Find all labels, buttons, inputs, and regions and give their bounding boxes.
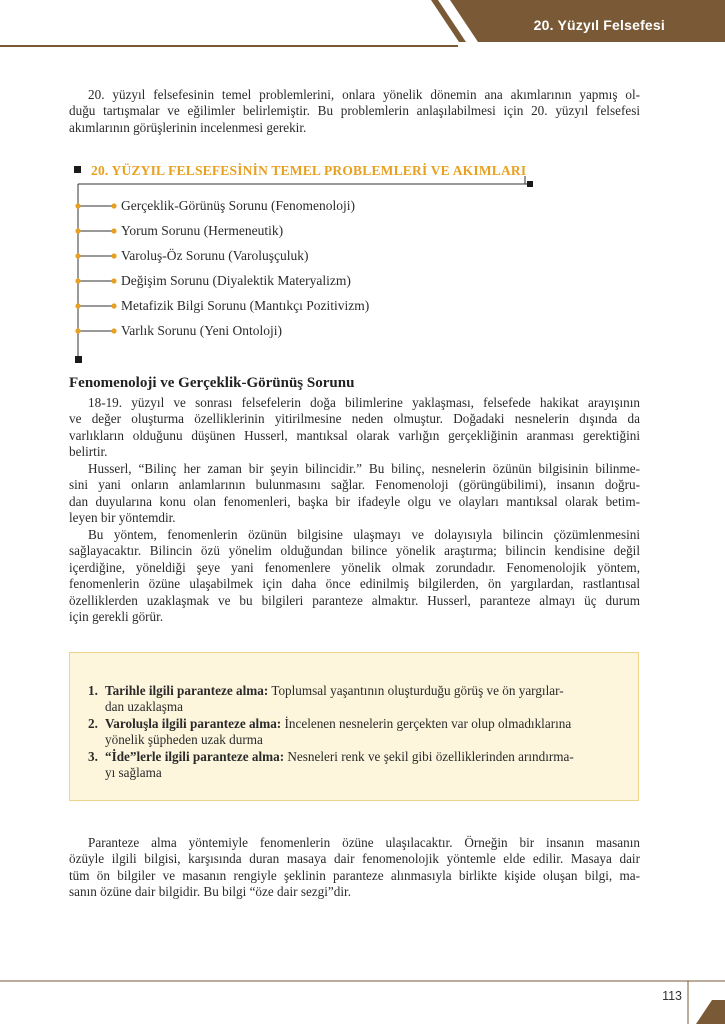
footer-decoration [0,980,725,1024]
tree-bullet-dot [111,303,116,308]
box-item-text: yı sağlama [105,765,162,781]
page-number: 113 [662,989,682,1003]
section-paragraph-3 [69,527,640,625]
paragraph-line: özüyle ilgili bilgisi, karşısında duran masaya dair fenomenolojik yöntemle elde edilir. Masaya dair [69,851,640,867]
box-item-label: Tarihle ilgili paranteze alma: [105,683,269,698]
tree-bullet-dot [75,228,80,233]
tree-bullet-dot [75,253,80,258]
paragraph-line: sanın özüne dair bilgidir. Bu bilgi “öze dair sezgi”dir. [69,884,351,900]
tree-item: Yorum Sorunu (Hermeneutik) [121,223,284,238]
paragraph-line: Paranteze alma yöntemiyle fenomenlerin özüne ulaşılacaktır. Örneğin bir insanın masanın [88,835,640,850]
box-item-number: 1. [88,683,98,698]
paragraph-line: tüm ön bilgiler ve masanın rengiyle şeklinin paranteze alınmasıyla birlikte kişide oluşan bilgi, ma- [69,867,640,883]
paragraph-line: ve değer oluşturma özelliklerinin yitirilmesine neden olmuştur. Doğadaki nesnelerin dışında da [69,411,640,427]
section-paragraph-1 [69,395,640,461]
closing-paragraph [69,835,640,901]
paragraph-line: içerdiğine, yöneldiği şeye yani fenomenlere yönelik olmak zorundadır. Fenomenolojik yöntem, [69,559,640,575]
tree-item: Varoluş-Öz Sorunu (Varoluşçuluk) [121,248,309,263]
tree-bullet-dot [75,303,80,308]
paragraph-line: sini yani onların anlamlarının bulunmasını sağlar. Fenomenoloji (görüngübilimi), insanın doğru- [69,477,640,493]
box-item-text: Nesneleri renk ve şekil gibi özelliklerinden arındırma- [287,748,574,764]
intro-line: akımlarının görüşlerinin incelenmesi gerekir. [69,119,307,135]
intro-line: duğu tartışmalar ve eğilimler belirlemiştir. Bu problemlerin anlaşılabilmesi için 20. yüzyıl felsefesi [69,103,640,119]
tree-bullet-dot [111,253,116,258]
box-item [88,749,623,782]
paragraph-line: sağlayacaktır. Bilincin özü yönelim olduğundan bilince yönelik araştırma; bilincin kendisine değil [69,543,640,559]
box-item [88,683,623,716]
tree-bullet-dot [75,203,80,208]
tree-bullet-dot [111,228,116,233]
paragraph-line: 18-19. yüzyıl ve sonrası felsefelerin doğa bilimlerine yaklaşması, felsefede hakikat arayışının [88,395,640,410]
tree-bullet-dot [111,328,116,333]
tree-diagram [0,0,725,380]
tree-item: Gerçeklik-Görünüş Sorunu (Fenomenoloji) [121,198,355,213]
paragraph-line: Husserl, “Bilinç her zaman bir şeyin bilincidir.” Bu bilinç, nesnelerin özünün bilgisinin bilinme- [88,461,640,476]
paragraph-line: özelliklerden uzaklaşmak ve bu bilgileri paranteze almaktır. Husserl, paranteze almayı üç durum [69,592,640,608]
box-item-label: “İde”lerle ilgili paranteze alma: [105,748,285,764]
paragraph-line: belirtir. [69,444,108,460]
tree-branches [75,203,116,333]
paragraph-line: için gerekli görür. [69,609,164,625]
box-list [88,683,623,781]
paragraph-line: fenomenlerin özüne ulaşabilmek için daha önce edinilmiş bilgilerden, ön yargılardan, rastlantısal [69,576,640,592]
box-item-text: Toplumsal yaşantının oluşturduğu görüş ve ön yargılar- [271,683,564,698]
tree-item: Değişim Sorunu (Diyalektik Materyalizm) [121,273,351,288]
intro-line: 20. yüzyıl felsefesinin temel problemlerini, onlara yönelik dönemin ana akımlarının yapmış ol- [88,87,640,102]
box-item-text: dan uzaklaşma [105,699,183,715]
tree-bullet-dot [75,328,80,333]
tree-title-square [74,166,81,173]
paragraph-line: dan duyularına konu olan fenomenleri, başka bir ifadeyle olgu ve olayları mantıksal olarak betim- [69,493,640,509]
tree-item: Metafizik Bilgi Sorunu (Mantıkçı Pozitivizm) [121,298,370,313]
footer-shape [696,1000,725,1024]
box-item-text: yönelik şüpheden uzak durma [105,732,263,748]
tree-bullet-dot [75,278,80,283]
box-item-number: 2. [88,715,98,731]
section-paragraph-2 [69,461,640,527]
tree-bullet-dot [111,278,116,283]
tree-bottom-square [75,356,82,363]
box-item [88,716,623,749]
tree-end-square [527,181,533,187]
tree-bullet-dot [111,203,116,208]
box-item-number: 3. [88,748,98,764]
header-title: 20. Yüzyıl Felsefesi [533,17,665,33]
box-item-label: Varoluşla ilgili paranteze alma: [105,715,282,731]
box-item-text: İncelenen nesnelerin gerçekten var olup olmadıklarına [284,715,572,731]
paragraph-line: varlıkların olduğunu düşünen Husserl, mantıksal olarak varlığın gerçekliğinin aranması gerektiğini [69,427,640,443]
tree-title: 20. YÜZYIL FELSEFESİNİN TEMEL PROBLEMLERİ VE AKIMLARI [91,163,527,178]
tree-item: Varlık Sorunu (Yeni Ontoloji) [121,323,283,338]
paragraph-line: Bu yöntem, fenomenlerin özünün bilgisine ulaşmayı ve dolayısıyla bilincin çözümlenmesini [88,527,640,542]
section-heading: Fenomenoloji ve Gerçeklik-Görünüş Sorunu [69,375,355,391]
paragraph-line: leyen bir yöntemdir. [69,510,176,526]
